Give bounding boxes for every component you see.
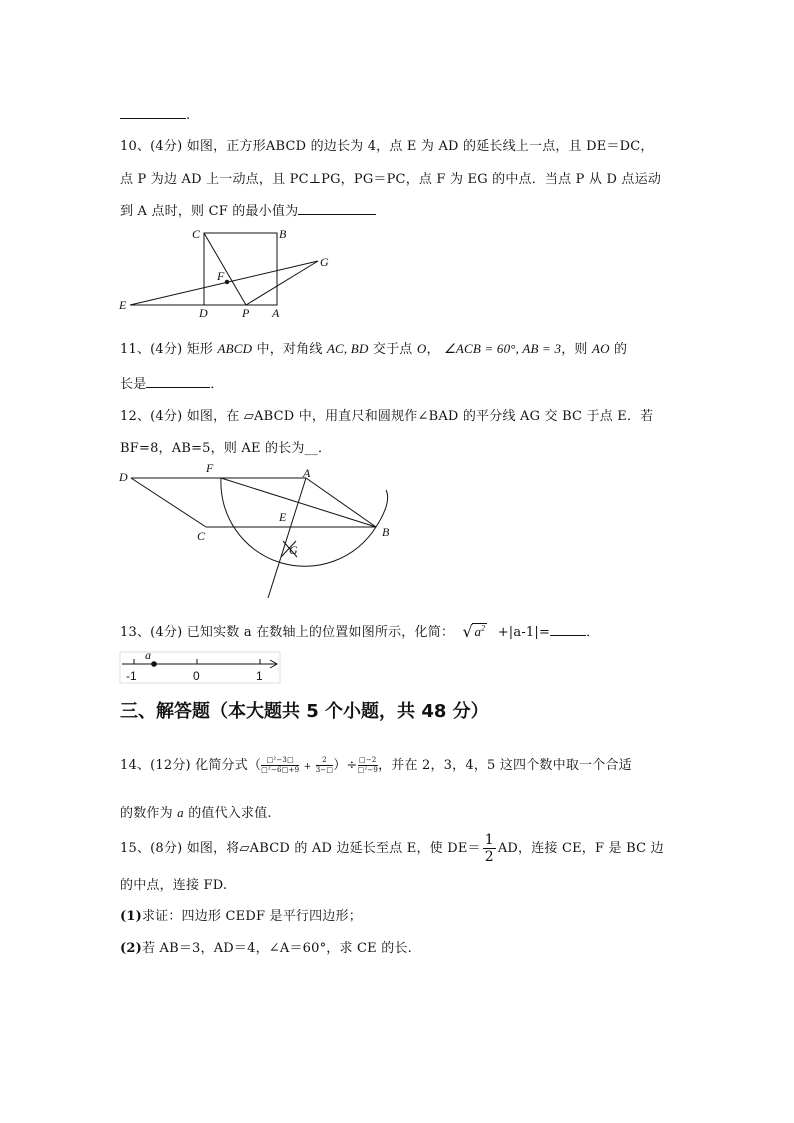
q12-label-E: E [279, 510, 287, 524]
q10-label-E: E [119, 298, 127, 312]
q15-fraction: $\frac{1}{2}$ [484, 832, 494, 865]
q14-line2-b: 的值代入求值. [188, 806, 272, 821]
q14-fraction-2: $\frac{2}{3-□}$ [315, 756, 334, 774]
q10-line1: 10、(4分) 如图，正方形ABCD 的边长为 4，点 E 为 AD 的延长线上一点，且 DE＝DC， [120, 139, 654, 154]
q10-line3-text: 到 A 点时，则 CF 的最小值为 [120, 204, 299, 219]
q13-point-a [151, 661, 157, 667]
q12-label-F: F [206, 461, 214, 475]
q11-diagonals: AC, BD [326, 341, 369, 356]
q11-end: 的 [614, 342, 628, 357]
q12-label-B: B [382, 525, 390, 539]
q10-label-F: F [217, 269, 225, 283]
q15-part1-text: 求证：四边形 CEDF 是平行四边形； [141, 909, 362, 924]
q12-label-A: A [303, 466, 311, 480]
q12-line2: BF=8，AB=5，则 AE 的长为__． [120, 441, 332, 456]
q13-label-a: a [145, 648, 151, 662]
q10-label-A: A [272, 306, 280, 320]
q15-part2-text: 若 AB＝3，AD＝4，∠A＝60°，求 CE 的长. [141, 941, 412, 956]
q11-mid2: 交于点 [372, 342, 413, 357]
q11-comma: ， [426, 342, 440, 357]
q11-tail: ，则 [561, 342, 588, 357]
q15-tail: AD，连接 CE，F 是 BC 边 [497, 841, 664, 856]
q13-tick-label-1: 1 [256, 669, 263, 683]
q13-text: 13、(4分) 已知实数 a 在数轴上的位置如图所示，化简： [120, 625, 455, 640]
q12-line1: 12、(4分) 如图，在 ▱ABCD 中，用直尺和圆规作∠BAD 的平分线 AG 交 BC 于点 E．若 [120, 409, 654, 424]
q15-part1 [120, 905, 362, 924]
q15-part2 [120, 937, 412, 956]
q15-prefix: 15、(8分) 如图，将▱ABCD 的 AD 边延长至点 E，使 DE＝ [120, 841, 481, 856]
q10-label-D: D [199, 306, 208, 320]
radical-icon: √ [462, 621, 473, 641]
q14-close: ）÷ [333, 758, 358, 773]
prev-answer-period: . [186, 108, 191, 123]
q13-tick-label-neg1: -1 [126, 669, 137, 683]
q13-radicand: a [474, 624, 482, 639]
q15-line1 [120, 832, 664, 865]
q10-label-B: B [279, 227, 287, 241]
q10-line2: 点 P 为边 AD 上一动点，且 PC⊥PG，PG＝PC，点 F 为 EG 的中点．当点 P 从 D 点运动 [120, 172, 662, 187]
q11-line2-end: ． [210, 377, 224, 392]
q15-line2: 的中点，连接 FD. [120, 878, 228, 893]
q14-line2-a: 的数作为 [120, 806, 173, 821]
q11-mid1: 中，对角线 [256, 342, 323, 357]
q11-rect: ABCD [217, 341, 253, 356]
q13-end: ． [586, 625, 600, 640]
q14-line1 [120, 754, 632, 775]
q11-line2-prefix: 长是 [120, 377, 147, 392]
q10-label-C: C [192, 227, 201, 241]
q15-part2-tag: (2) [120, 941, 142, 956]
q11-condition: ∠ACB = 60°, AB = 3 [443, 341, 562, 356]
q14-fraction-1: $\frac{\text{□²−3□}}{\text{□²−6□+9}}$ [261, 756, 300, 774]
q11-prefix: 11、(4分) 矩形 [120, 342, 214, 357]
q11-seg: AO [591, 341, 610, 356]
q14-var: a [177, 805, 184, 820]
q14-fraction-3: $\frac{□-2}{\text{□²−9}}$ [357, 756, 379, 774]
section-title: 三、解答题（本大题共 5 个小题，共 48 分） [120, 701, 489, 722]
q14-plus: + [303, 762, 312, 772]
q13-exponent: 2 [481, 623, 486, 633]
q10-label-P: P [242, 306, 250, 320]
q14-line2 [120, 802, 272, 821]
q13-tail: +|a-1|= [497, 625, 551, 640]
q13-tick-label-0: 0 [193, 669, 200, 683]
q12-label-C: C [197, 529, 206, 543]
q15-part1-tag: (1) [120, 909, 142, 924]
q12-label-D: D [119, 470, 128, 484]
q14-tail: ，并在 2，3，4，5 这四个数中取一个合适 [378, 758, 632, 773]
q14-prefix: 14、(12分) 化简分式（ [120, 758, 262, 773]
q11-point: O [416, 341, 427, 356]
q12-label-G: G [289, 543, 298, 557]
q10-label-G: G [320, 255, 329, 269]
